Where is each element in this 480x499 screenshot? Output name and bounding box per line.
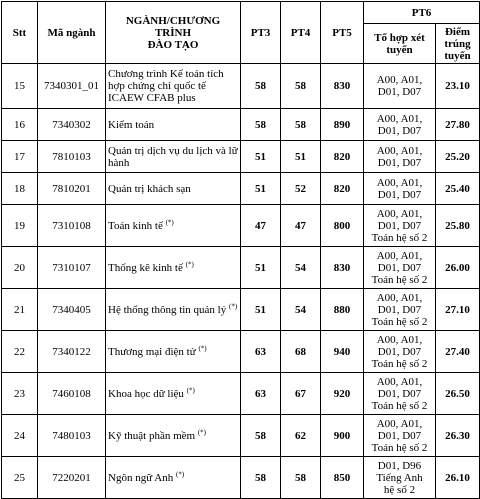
cell-pt4: 68: [281, 331, 321, 373]
cell-pt3: 58: [241, 64, 281, 109]
cell-diem: 27.40: [436, 331, 480, 373]
table-row: [2, 331, 480, 373]
cell-pt3: 51: [241, 141, 281, 173]
table-row: [2, 173, 480, 205]
cell-pt5: 820: [321, 141, 364, 173]
program-name-line: hợp chứng chỉ quốc tế: [108, 80, 206, 92]
to-hop-line: hệ số 2: [383, 483, 416, 496]
cell-pt4: 54: [281, 289, 321, 331]
cell-to-hop: [364, 109, 436, 141]
cell-pt5: 800: [321, 205, 364, 247]
cell-pt4: 67: [281, 373, 321, 415]
cell-pt4: 52: [281, 173, 321, 205]
to-hop-line: A00, A01,: [376, 207, 423, 220]
table-row: [2, 64, 480, 109]
cell-pt5: 850: [321, 457, 364, 499]
to-hop-line: D01, D07: [377, 86, 422, 98]
cell-pt3: 58: [241, 457, 281, 499]
to-hop-line: D01, D07: [377, 387, 422, 400]
program-name-line: Khoa học dữ liệu (*): [108, 385, 195, 400]
cell-program-name: [106, 289, 241, 331]
to-hop-line: D01, D07: [377, 156, 422, 169]
cell-program-name: [106, 331, 241, 373]
cell-ma-nganh: 7310108: [38, 205, 106, 247]
cell-to-hop: [364, 64, 436, 109]
to-hop-line: Toán hệ số 2: [371, 231, 428, 244]
header-pt4: PT4: [281, 2, 321, 64]
cell-stt: 16: [2, 109, 38, 141]
cell-ma-nganh: 7480103: [38, 415, 106, 457]
header-pt3: PT3: [241, 2, 281, 64]
to-hop-line: D01, D07: [377, 345, 422, 358]
table-row: [2, 415, 480, 457]
cell-ma-nganh: 7340122: [38, 331, 106, 373]
footnote-marker: (*): [186, 385, 195, 394]
cell-ma-nganh: 7340405: [38, 289, 106, 331]
cell-pt4: 54: [281, 247, 321, 289]
cell-to-hop: [364, 205, 436, 247]
header-diem-line3: tuyển: [444, 49, 471, 62]
program-name-line: ICAEW CFAB plus: [108, 92, 196, 104]
cell-to-hop: [364, 457, 436, 499]
program-name-line: Ngôn ngữ Anh (*): [108, 469, 185, 484]
cell-pt3: 51: [241, 173, 281, 205]
cell-pt4: 58: [281, 457, 321, 499]
header-stt: Stt: [2, 2, 38, 64]
cell-to-hop: [364, 247, 436, 289]
footnote-marker: (*): [229, 301, 238, 310]
footnote-marker: (*): [185, 259, 194, 268]
to-hop-line: Tiếng Anh: [376, 471, 423, 484]
table-row: [2, 205, 480, 247]
program-name-line: hành: [108, 156, 130, 169]
table-row: [2, 109, 480, 141]
to-hop-line: A00, A01,: [376, 176, 423, 189]
cell-pt5: 900: [321, 415, 364, 457]
to-hop-line: D01, D96: [377, 459, 422, 472]
to-hop-line: Toán hệ số 2: [371, 357, 428, 370]
program-name-line: Quản trị dịch vụ du lịch và lữ: [108, 144, 238, 157]
cell-pt3: 63: [241, 331, 281, 373]
cell-program-name: [106, 141, 241, 173]
cell-stt: 20: [2, 247, 38, 289]
cell-diem: 25.40: [436, 173, 480, 205]
table-row: [2, 289, 480, 331]
cell-stt: 22: [2, 331, 38, 373]
cell-ma-nganh: 7340301_01: [38, 64, 106, 109]
cell-pt4: 62: [281, 415, 321, 457]
to-hop-line: D01, D07: [377, 219, 422, 232]
table-header: [2, 2, 480, 64]
table-body: [2, 64, 480, 499]
cell-stt: 21: [2, 289, 38, 331]
cell-diem: 23.10: [436, 64, 480, 109]
program-name-line: Kỹ thuật phần mềm (*): [108, 427, 206, 442]
program-name-line: Chương trình Kế toán tích: [108, 68, 224, 80]
cell-diem: 27.80: [436, 109, 480, 141]
cell-pt3: 63: [241, 373, 281, 415]
cell-diem: 25.80: [436, 205, 480, 247]
header-nganh-line2: ĐÀO TẠO: [147, 38, 199, 51]
table-row: [2, 373, 480, 415]
cell-program-name: [106, 64, 241, 109]
cell-program-name: [106, 109, 241, 141]
to-hop-line: A00, A01,: [376, 333, 423, 346]
cell-pt3: 51: [241, 289, 281, 331]
cell-pt3: 51: [241, 247, 281, 289]
cell-to-hop: [364, 173, 436, 205]
cell-diem: 26.30: [436, 415, 480, 457]
cell-pt3: 58: [241, 109, 281, 141]
cell-to-hop: [364, 415, 436, 457]
cell-pt3: 58: [241, 415, 281, 457]
header-to-hop-line2: tuyển: [386, 43, 413, 56]
to-hop-line: A00, A01,: [376, 144, 423, 157]
to-hop-line: A00, A01,: [376, 249, 423, 262]
program-name-line: Quản trị khách sạn: [108, 182, 191, 195]
cell-pt5: 880: [321, 289, 364, 331]
cell-stt: 18: [2, 173, 38, 205]
cell-pt4: 47: [281, 205, 321, 247]
cell-ma-nganh: 7460108: [38, 373, 106, 415]
cell-program-name: [106, 373, 241, 415]
to-hop-line: A00, A01,: [376, 291, 423, 304]
header-pt5: PT5: [321, 2, 364, 64]
cell-pt4: 58: [281, 64, 321, 109]
to-hop-line: Toán hệ số 2: [371, 315, 428, 328]
header-diem: [436, 24, 480, 64]
cell-program-name: [106, 457, 241, 499]
cell-pt3: 47: [241, 205, 281, 247]
cell-program-name: [106, 205, 241, 247]
program-name-line: Hệ thống thông tin quản lý (*): [108, 301, 238, 316]
cell-diem: 26.00: [436, 247, 480, 289]
program-name-line: Thương mại điện tử (*): [108, 343, 207, 358]
cell-pt5: 920: [321, 373, 364, 415]
cell-stt: 19: [2, 205, 38, 247]
cell-ma-nganh: 7810201: [38, 173, 106, 205]
footnote-marker: (*): [176, 469, 185, 478]
header-to-hop: [364, 24, 436, 64]
cell-to-hop: [364, 331, 436, 373]
table-row: [2, 247, 480, 289]
cell-diem: 25.20: [436, 141, 480, 173]
footnote-marker: (*): [198, 343, 207, 352]
program-name-line: Thống kê kinh tế (*): [108, 259, 194, 274]
cell-ma-nganh: 7340302: [38, 109, 106, 141]
cell-pt4: 58: [281, 109, 321, 141]
header-to-hop-line1: Tổ hợp xét: [374, 31, 425, 44]
header-pt6: PT6: [364, 2, 480, 24]
to-hop-line: A00, A01,: [376, 112, 423, 125]
to-hop-line: D01, D07: [377, 261, 422, 274]
to-hop-line: Toán hệ số 2: [371, 273, 428, 286]
header-ma-nganh: Mã ngành: [38, 2, 106, 64]
footnote-marker: (*): [197, 427, 206, 436]
cell-pt5: 830: [321, 247, 364, 289]
cell-ma-nganh: 7310107: [38, 247, 106, 289]
cell-program-name: [106, 415, 241, 457]
cell-to-hop: [364, 289, 436, 331]
cell-diem: 26.10: [436, 457, 480, 499]
program-name-line: Kiểm toán: [108, 118, 155, 131]
to-hop-line: Toán hệ số 2: [371, 441, 428, 454]
cell-ma-nganh: 7810103: [38, 141, 106, 173]
to-hop-line: A00, A01,: [376, 375, 423, 388]
program-name-line: Toán kinh tế (*): [108, 217, 174, 232]
cell-to-hop: [364, 141, 436, 173]
cell-to-hop: [364, 373, 436, 415]
cell-pt4: 51: [281, 141, 321, 173]
header-nganh-line1: NGÀNH/CHƯƠNG TRÌNH: [125, 14, 221, 39]
to-hop-line: D01, D07: [377, 124, 422, 137]
footnote-marker: (*): [165, 217, 174, 226]
admission-table: [1, 1, 480, 499]
to-hop-line: Toán hệ số 2: [371, 399, 428, 412]
cell-stt: 17: [2, 141, 38, 173]
cell-pt5: 890: [321, 109, 364, 141]
cell-stt: 23: [2, 373, 38, 415]
to-hop-line: D01, D07: [377, 303, 422, 316]
cell-program-name: [106, 173, 241, 205]
cell-diem: 27.10: [436, 289, 480, 331]
cell-program-name: [106, 247, 241, 289]
table-row: [2, 457, 480, 499]
cell-stt: 25: [2, 457, 38, 499]
to-hop-line: D01, D07: [377, 188, 422, 201]
cell-stt: 24: [2, 415, 38, 457]
to-hop-line: A00, A01,: [376, 74, 423, 86]
cell-pt5: 830: [321, 64, 364, 109]
cell-diem: 26.50: [436, 373, 480, 415]
cell-ma-nganh: 7220201: [38, 457, 106, 499]
header-nganh: [106, 2, 241, 64]
header-diem-line1: Điểm: [444, 25, 471, 38]
to-hop-line: A00, A01,: [376, 417, 423, 430]
header-diem-line2: trúng: [444, 37, 471, 50]
cell-pt5: 940: [321, 331, 364, 373]
table-row: [2, 141, 480, 173]
cell-stt: 15: [2, 64, 38, 109]
cell-pt5: 820: [321, 173, 364, 205]
to-hop-line: D01, D07: [377, 429, 422, 442]
